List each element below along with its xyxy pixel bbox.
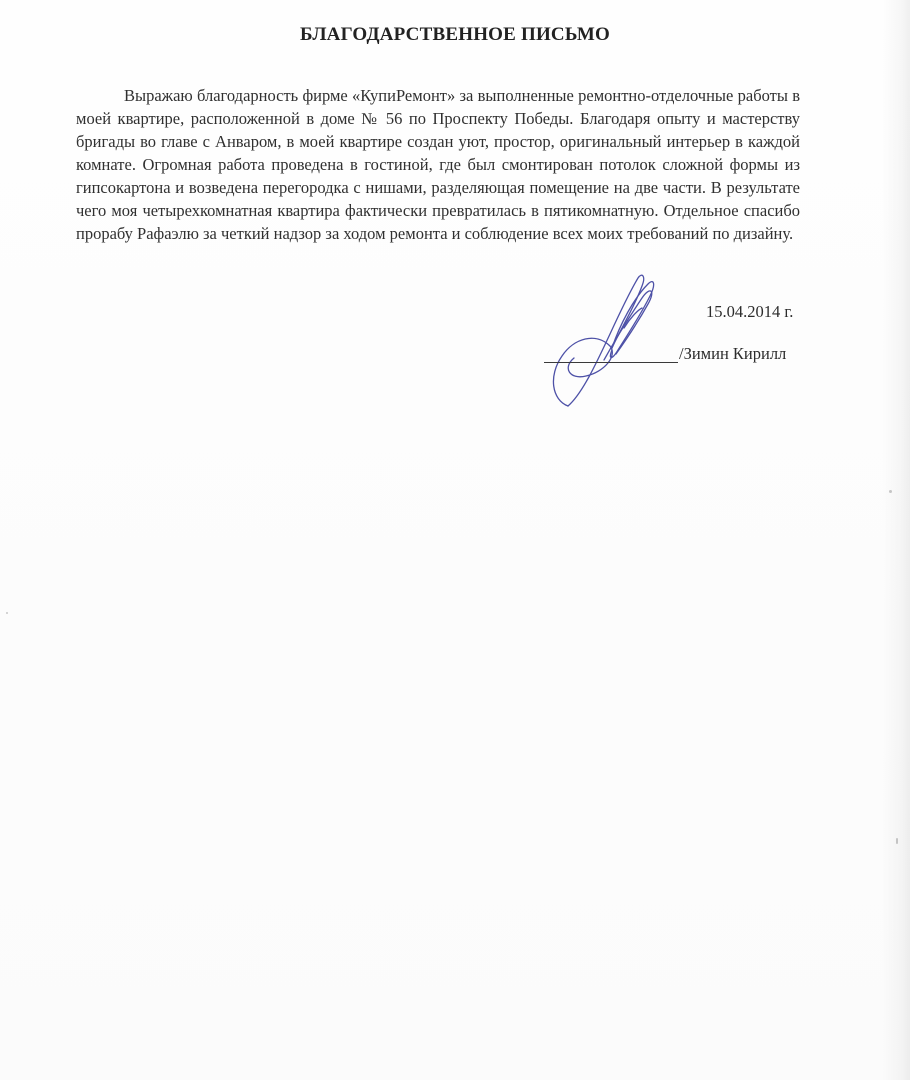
- scan-speck: [889, 490, 892, 493]
- letter-title: БЛАГОДАРСТВЕННОЕ ПИСЬМО: [300, 24, 610, 45]
- scan-speck: [896, 838, 898, 844]
- signature-image: [538, 268, 678, 414]
- signature-line: [544, 362, 678, 363]
- letter-body: [76, 84, 800, 245]
- letter-date: 15.04.2014 г.: [706, 302, 794, 321]
- scan-speck: [6, 612, 8, 614]
- scan-edge-shadow: [882, 0, 910, 1080]
- letter-paragraph: Выражаю благодарность фирме «КупиРемонт» за выполненные ремонтно-отделочные работы в моей квартире, расположенной в доме № 56 по Проспекту Победы. Благодаря опыту и мастерству бригады во главе с Анваром, в моей квартире создан уют, простор, оригинальный интерьер в каждой комнате. Огромная работа проведена в гостиной, где был смонтирован потолок сложной формы из гипсокартона и возведена перегородка с нишами, разделяющая помещение на две части. В результате чего моя четырехкомнатная квартира фактически превратилась в пятикомнатную. Отдельное спасибо прорабу Рафаэлю за четкий надзор за ходом ремонта и соблюдение всех моих требований по дизайну.: [76, 86, 800, 243]
- signer-name: /Зимин Кирилл: [679, 344, 787, 363]
